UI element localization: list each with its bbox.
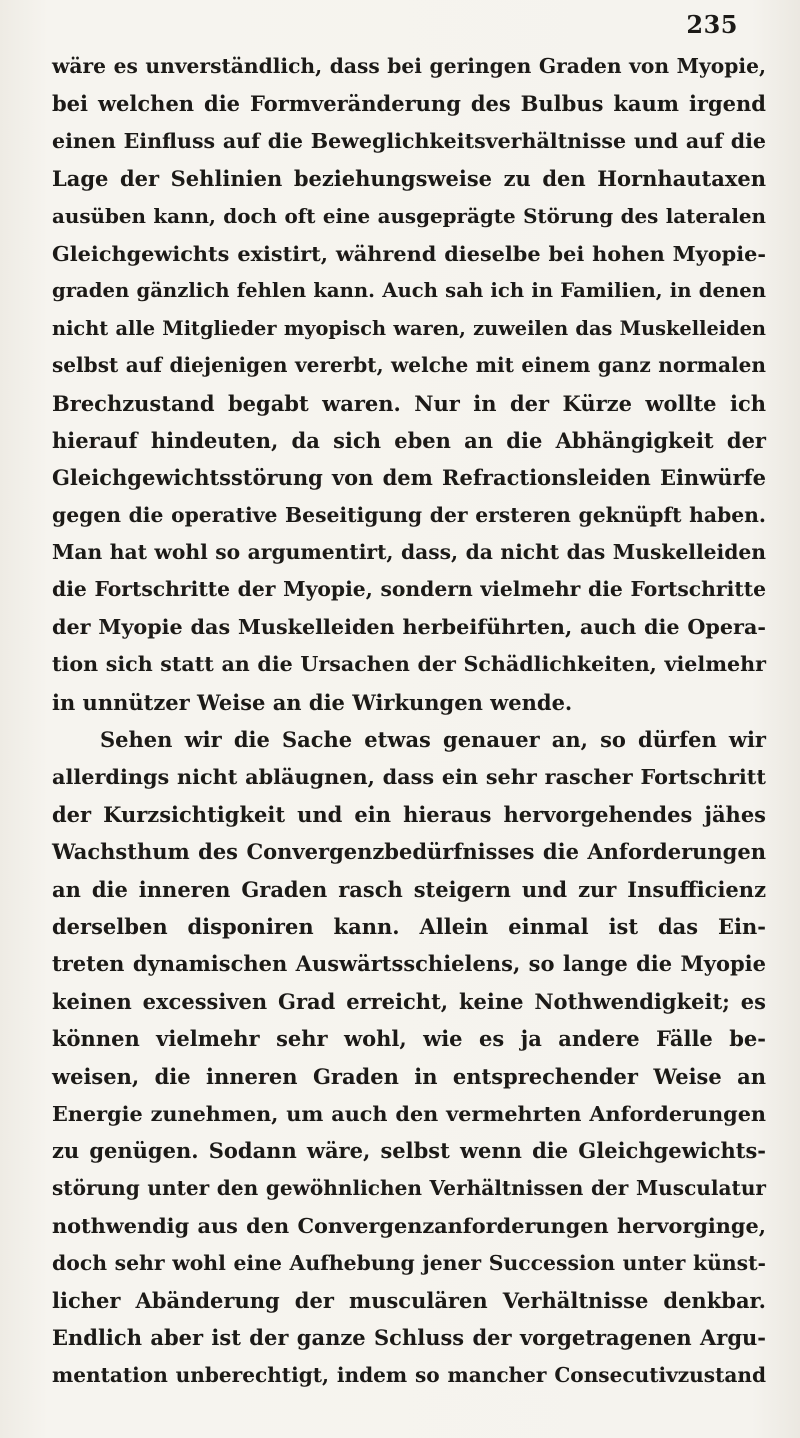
text-line: an die inneren Graden rasch steigern und zur Insufficienz — [52, 876, 766, 902]
text-line: der Kurzsichtigkeit und ein hieraus hervorgehendes jähes — [52, 801, 766, 827]
text-line: selbst auf diejenigen vererbt, welche mit einem ganz normalen — [52, 353, 766, 378]
text-line: derselben disponiren kann. Allein einmal ist das Ein- — [52, 913, 766, 939]
text-line: Energie zunehmen, um auch den vermehrten Anforderungen — [52, 1100, 766, 1126]
text-line: graden gänzlich fehlen kann. Auch sah ich in Familien, in denen — [52, 279, 766, 303]
text-line: die Fortschritte der Myopie, sondern vielmehr die Fortschritte — [52, 577, 766, 602]
text-line: Gleichgewichtsstörung von dem Refractionsleiden Einwürfe — [52, 465, 766, 491]
text-line: Man hat wohl so argumentirt, dass, da nicht das Muskelleiden — [52, 540, 766, 565]
text-line: zu genügen. Sodann wäre, selbst wenn die Gleichgewichts- — [52, 1138, 766, 1164]
text-line: Lage der Sehlinien beziehungsweise zu den Hornhautaxen — [52, 166, 766, 192]
body-text — [52, 48, 766, 1394]
text-line: Wachsthum des Convergenzbedürfnisses die Anforderungen — [52, 839, 766, 865]
text-line: keinen excessiven Grad erreicht, keine Nothwendigkeit; es — [52, 988, 766, 1014]
text-line: weisen, die inneren Graden in entsprechender Weise an — [52, 1063, 766, 1089]
paragraph-last-line: in unnützer Weise an die Wirkungen wende. — [52, 689, 573, 715]
text-line: Gleichgewichts existirt, während dieselbe bei hohen Myopie- — [52, 240, 766, 266]
text-line: nicht alle Mitglieder myopisch waren, zuweilen das Muskelleiden — [52, 316, 766, 340]
text-line: Endlich aber ist der ganze Schluss der vorgetragenen Argu- — [52, 1325, 766, 1351]
text-line: hierauf hindeuten, da sich eben an die Abhängigkeit der — [52, 427, 766, 453]
text-line: einen Einfluss auf die Beweglichkeitsverhältnisse und auf die — [52, 128, 766, 153]
text-line: licher Abänderung der musculären Verhältnisse denkbar. — [52, 1287, 766, 1313]
page-number: 235 — [686, 10, 738, 39]
text-line: treten dynamischen Auswärtsschielens, so lange die Myopie — [52, 951, 766, 977]
text-line: allerdings nicht abläugnen, dass ein sehr rascher Fortschritt — [52, 764, 766, 790]
paragraph-first-line: Sehen wir die Sache etwas genauer an, so dürfen wir — [100, 727, 766, 753]
text-line: ausüben kann, doch oft eine ausgeprägte Störung des lateralen — [52, 203, 766, 228]
text-line: können vielmehr sehr wohl, wie es ja andere Fälle be- — [52, 1026, 766, 1052]
text-line: doch sehr wohl eine Aufhebung jener Succession unter künst- — [52, 1250, 766, 1275]
text-line: der Myopie das Muskelleiden herbeiführten, auch die Opera- — [52, 614, 766, 639]
text-line: bei welchen die Formveränderung des Bulbus kaum irgend — [52, 91, 766, 117]
text-line: störung unter den gewöhnlichen Verhältnissen der Musculatur — [52, 1175, 766, 1200]
text-line: nothwendig aus den Convergenzanforderungen hervorginge, — [52, 1213, 766, 1239]
text-line: Brechzustand begabt waren. Nur in der Kürze wollte ich — [52, 390, 766, 416]
text-line: tion sich statt an die Ursachen der Schädlichkeiten, vielmehr — [52, 652, 766, 677]
text-line: mentation unberechtigt, indem so mancher Consecutivzustand — [52, 1362, 766, 1387]
text-line: wäre es unverständlich, dass bei geringen Graden von Myopie, — [52, 54, 766, 78]
text-line: gegen die operative Beseitigung der ersteren geknüpft haben. — [52, 502, 766, 527]
